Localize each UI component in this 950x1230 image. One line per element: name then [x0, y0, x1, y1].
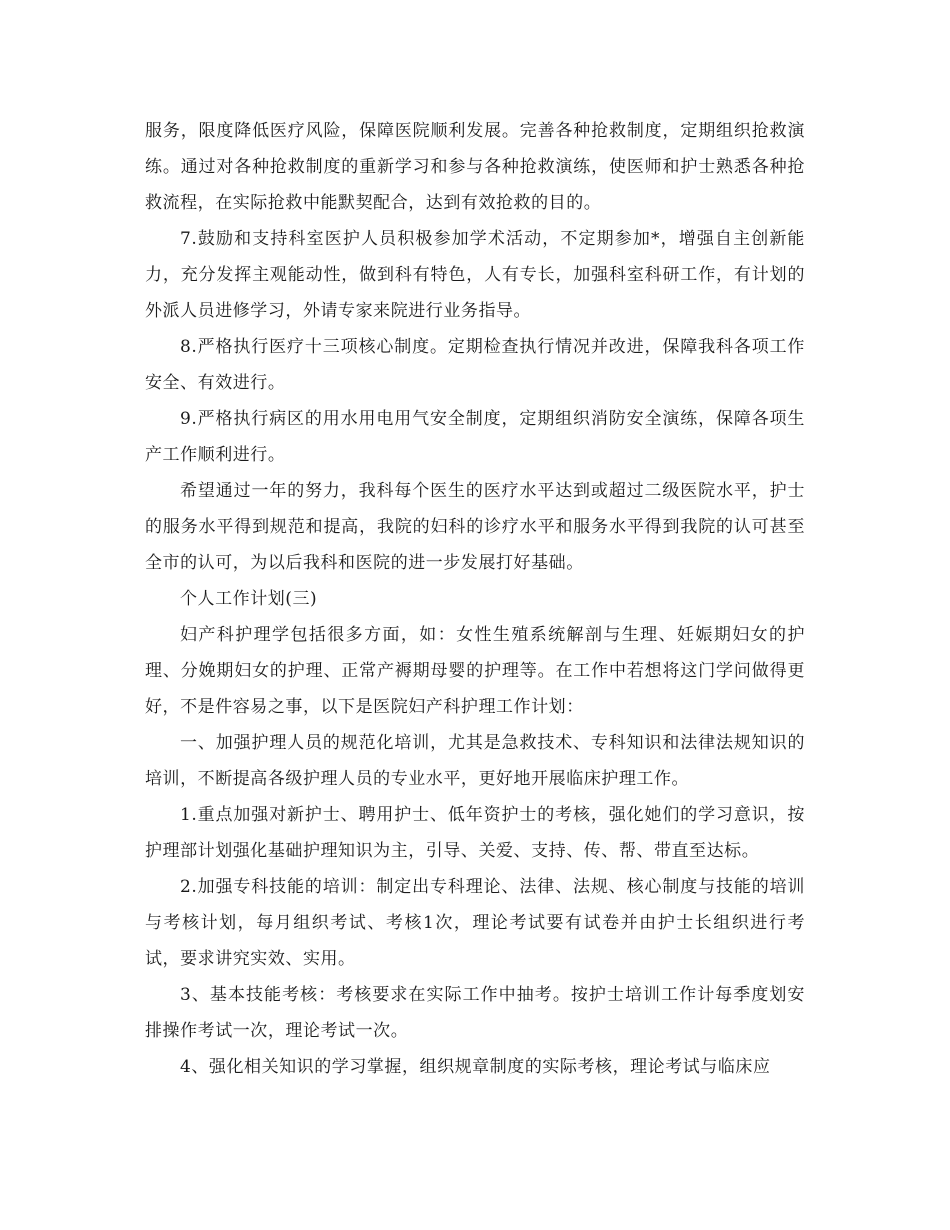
paragraph: 1.重点加强对新护士、聘用护士、低年资护士的考核，强化她们的学习意识，按护理部计划强化基础护理知识为主，引导、关爱、支持、传、帮、带直至达标。	[145, 805, 805, 861]
paragraph: 9.严格执行病区的用水用电用气安全制度，定期组织消防安全演练，保障各项生产工作顺利进行。	[145, 409, 805, 465]
paragraph: 希望通过一年的努力，我科每个医生的医疗水平达到或超过二级医院水平，护士的服务水平得到规范和提高，我院的妇科的诊疗水平和服务水平得到我院的认可甚至全市的认可，为以后我科和医院的进一步发展打好基础。	[145, 481, 805, 573]
document-body	[145, 113, 805, 1085]
paragraph: 7.鼓励和支持科室医护人员积极参加学术活动，不定期参加*，增强自主创新能力，充分发挥主观能动性，做到科有特色，人有专长，加强科室科研工作，有计划的外派人员进修学习，外请专家来院进行业务指导。	[145, 229, 805, 321]
paragraph: 8.严格执行医疗十三项核心制度。定期检查执行情况并改进，保障我科各项工作安全、有效进行。	[145, 337, 805, 393]
paragraph: 3、基本技能考核：考核要求在实际工作中抽考。按护士培训工作计每季度划安排操作考试一次，理论考试一次。	[145, 985, 805, 1041]
paragraph: 4、强化相关知识的学习掌握，组织规章制度的实际考核，理论考试与临床应	[180, 1057, 771, 1077]
section-heading: 个人工作计划(三)	[180, 589, 318, 609]
paragraph: 一、加强护理人员的规范化培训，尤其是急救技术、专科知识和法律法规知识的培训，不断提高各级护理人员的专业水平，更好地开展临床护理工作。	[145, 733, 805, 789]
paragraph: 服务，限度降低医疗风险，保障医院顺利发展。完善各种抢救制度，定期组织抢救演练。通过对各种抢救制度的重新学习和参与各种抢救演练，使医师和护士熟悉各种抢救流程，在实际抢救中能默契配合，达到有效抢救的目的。	[145, 121, 805, 213]
paragraph: 2.加强专科技能的培训：制定出专科理论、法律、法规、核心制度与技能的培训与考核计划，每月组织考试、考核1次，理论考试要有试卷并由护士长组织进行考试，要求讲究实效、实用。	[145, 877, 805, 969]
paragraph: 妇产科护理学包括很多方面，如：女性生殖系统解剖与生理、妊娠期妇女的护理、分娩期妇女的护理、正常产褥期母婴的护理等。在工作中若想将这门学问做得更好，不是件容易之事，以下是医院妇产科护理工作计划：	[145, 625, 805, 717]
